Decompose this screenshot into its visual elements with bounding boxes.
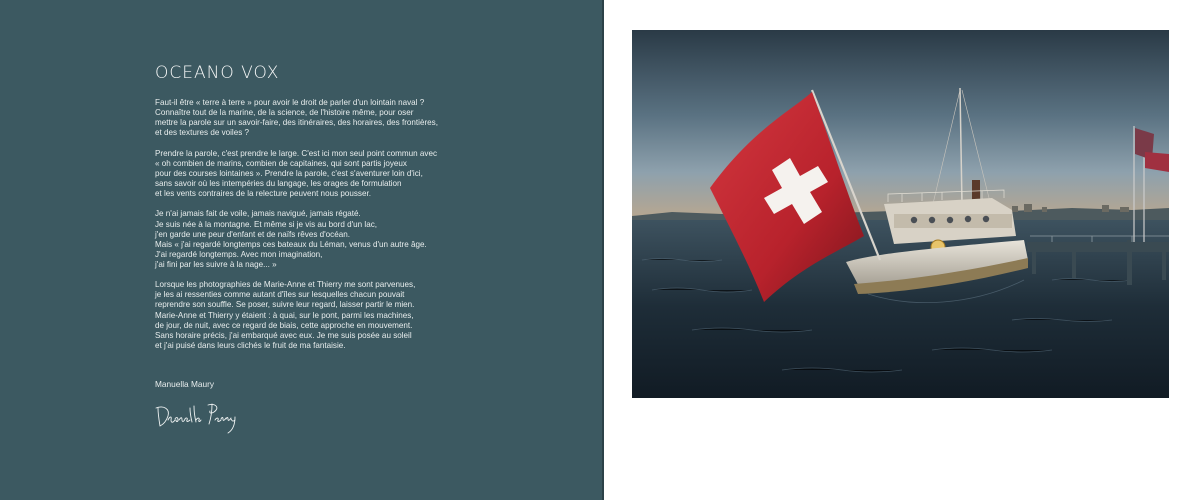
text-line: mettre la parole sur un savoir-faire, des itinéraires, des horaires, des frontières, [155,118,438,128]
text-line: j'en garde une peur d'enfant et de naïfs rêves d'océan. [155,229,350,239]
paragraph-2 [155,149,455,199]
text-line: Connaître tout de la marine, de la science, de l'histoire même, pour oser [155,108,414,118]
text-line: Je suis née à la montagne. Et même si je vis au bord d'un lac, [155,219,377,229]
handwritten-signature [154,400,244,436]
text-line: Faut-il être « terre à terre » pour avoir le droit de parler d'un lointain naval ? [155,98,425,107]
text-line: de jour, de nuit, avec ce regard de biais, cette approche en mouvement. [155,320,413,330]
text-line: j'ai fini par les suivre à la nage... » [155,259,277,269]
photo-swiss-flag-steamboat [632,30,1169,398]
text-line: Marie-Anne et Thierry y étaient : à quai, sur le pont, parmi les machines, [155,310,414,320]
text-line: Je n'ai jamais fait de voile, jamais navigué, jamais régaté. [155,209,361,219]
text-line: et des textures de voiles ? [155,128,250,138]
text-line: pour des courses lointaines ». Prendre la parole, c'est s'aventurer loin d'ici, [155,168,423,178]
text-line: je les ai ressenties comme autant d'îles sur lesquelles chacun pouvait [155,290,405,300]
paragraph-1 [155,98,455,138]
text-line: J'ai regardé longtemps. Avec mon imagination, [155,249,323,259]
author-name: Manuella Maury [155,379,215,389]
text-line: Mais « j'ai regardé longtemps ces bateaux du Léman, venus d'un autre âge. [155,239,427,249]
text-line: et j'ai puisé dans leurs clichés le fruit de ma fantaisie. [155,340,346,350]
body-text [155,98,455,361]
right-page [604,0,1200,500]
paragraph-3 [155,209,455,270]
text-line: et les vents contraires de la relecture peuvent nous pousser. [155,189,371,199]
page-title: OCEANO VOX [155,63,280,83]
text-line: sans savoir où les intempéries du langage, les orages de formulation [155,178,402,188]
text-line: « oh combien de marins, combien de capitaines, qui sont partis joyeux [155,158,407,168]
paragraph-4 [155,280,455,351]
text-line: Lorsque les photographies de Marie-Anne et Thierry me sont parvenues, [155,280,416,290]
text-line: reprendre son souffle. Se poser, suivre leur regard, laisser partir le mien. [155,300,415,310]
text-line: Prendre la parole, c'est prendre le large. C'est ici mon seul point commun avec [155,148,438,158]
text-line: Sans horaire précis, j'ai embarqué avec eux. Je me suis posée au soleil [155,330,412,340]
